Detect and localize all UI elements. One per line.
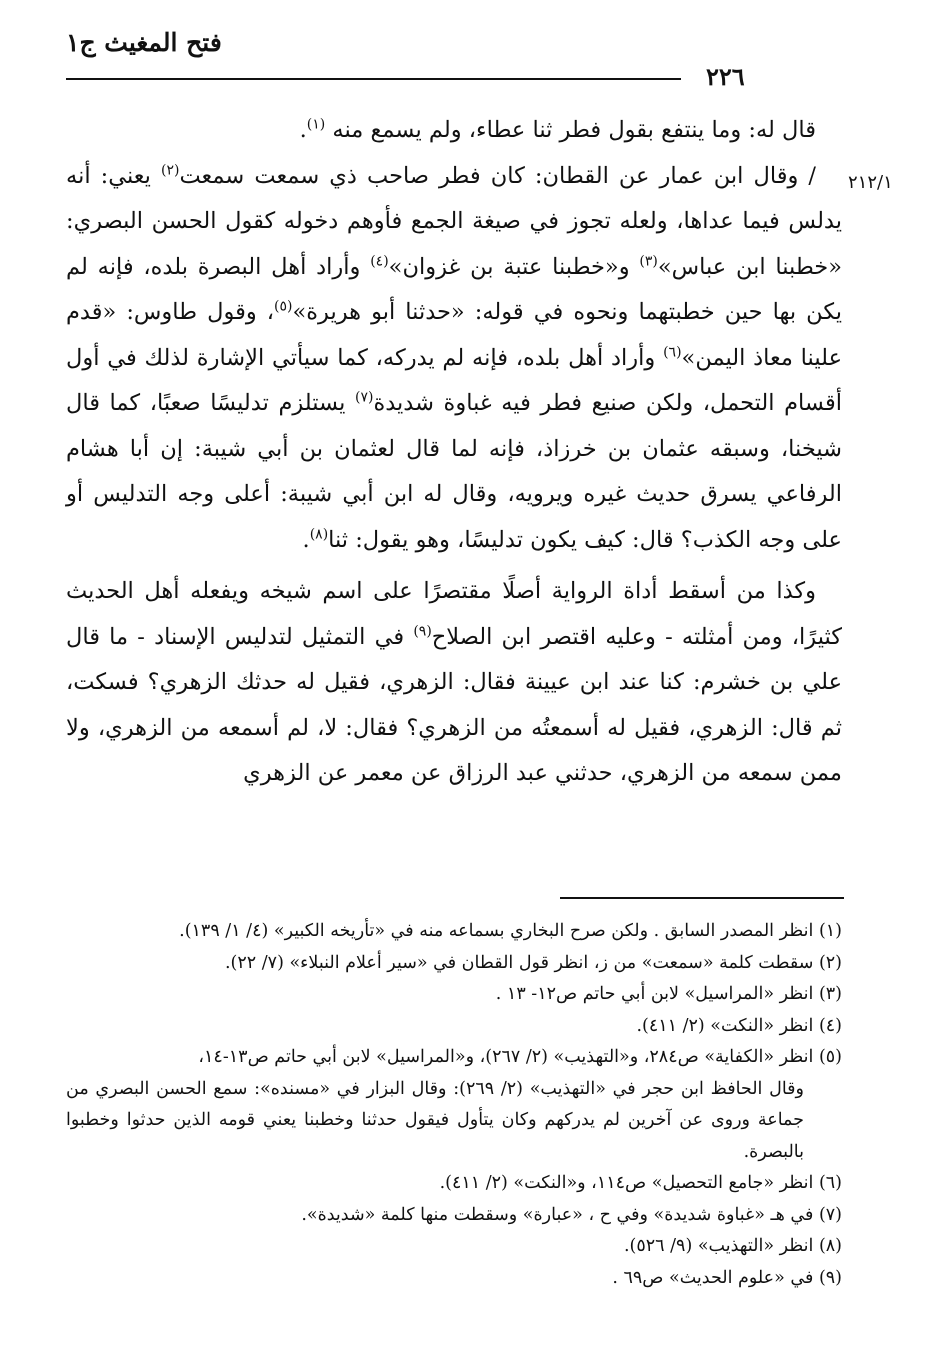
footnote-ref: (١) <box>306 116 326 133</box>
page-number: ٢٢٦ <box>706 62 745 91</box>
text-run: يستلزم تدليسًا صعبًا، كما قال شيخنا، وسبقه عثمان بن خرزاذ، فإنه لما قال لعثمان بن أبي شيبة: إن أبا هشام الرفاعي يسرق حديث غيره ويرويه، وقال له ابن أبي شيبة: أعلى وجه التدليس أو على وجه الكذب؟ قال: كيف يكون تدليسًا، وهو يقول: ثنا <box>66 390 842 553</box>
footnote-number: (٤) <box>818 1015 842 1036</box>
footnote <box>66 1168 842 1200</box>
text-run: . <box>299 117 307 143</box>
footnote-ref: (٦) <box>663 344 682 360</box>
footnote-text: انظر «جامع التحصيل» ص١١٤، و«النكت» (٢/ ٤١١). <box>439 1173 814 1193</box>
footnote-ref: (٢) <box>161 162 180 178</box>
footnotes-separator <box>560 897 844 899</box>
text-run: وأراد أهل بلده، فإنه لم يدركه، كما سيأتي الإشارة لذلك في أول أقسام التحمل، ولكن صنيع فطر فيه غباوة شديدة <box>66 344 842 416</box>
text-run: . <box>302 526 310 553</box>
text-run: في التمثيل لتدليس الإسناد - ما قال علي بن خشرم: كنا عند ابن عيينة فقال: الزهري، فقيل له حدثك الزهري؟ فسكت، ثم قال: الزهري، فقيل له أسمعتُه من الزهري؟ فقال: لا، لم أسمعه من الزهري، ولا ممن سمعه من الزهري، حدثني عبد الرزاق عن معمر عن الزهري <box>66 623 842 786</box>
footnote-text: سقطت كلمة «سمعت» من ز، انظر قول القطان في «سير أعلام النبلاء» (٧/ ٢٢). <box>224 952 814 973</box>
running-title: فتح المغيث ج١ <box>66 28 222 57</box>
footnote-text: انظر «التهذيب» (٩/ ٥٢٦). <box>623 1236 814 1256</box>
footnote-number: (٣) <box>818 984 842 1004</box>
footnote-continuation: وقال الحافظ ابن حجر في «التهذيب» (٢/ ٢٦٩): وقال البزار في «مسنده»: سمع الحسن البصري من جماعة وروى عن آخرين لم يدركهم وكان يتأول فيقول حدثنا وخطبنا يعني قومه الذين حدثوا وخطبوا بالبصرة. <box>66 1078 804 1162</box>
text-run: ، وقول طاوس: «قدم علينا معاذ اليمن» <box>66 299 842 371</box>
footnote-ref: (٩) <box>413 623 432 639</box>
footnote-text: انظر المصدر السابق . ولكن صرح البخاري بسماعه منه في «تأريخه الكبير» (٤/ ١/ ١٣٩). <box>179 921 814 941</box>
header-rule <box>66 78 681 80</box>
footnote-number: (٦) <box>818 1173 842 1193</box>
footnote-ref: (٤) <box>370 253 389 269</box>
footnote-number: (٢) <box>818 952 842 973</box>
footnote <box>66 979 842 1011</box>
footnote <box>66 1263 842 1295</box>
page-header <box>66 28 846 98</box>
text-run: يعني: أنه يدلس فيما عداها، ولعله تجوز في صيغة الجمع فأوهم دخوله كقول الحسن البصري: «خطبنا ابن عباس» <box>66 162 842 280</box>
footnote <box>66 916 842 948</box>
paragraph-1 <box>66 108 842 154</box>
paragraph-2 <box>66 154 842 564</box>
margin-reference: ٢١٢/١ <box>848 172 893 193</box>
text-run: وأراد أهل البصرة بلده، فإنه لم يكن بها حين خطبتهما ونحوه في قوله: «حدثنا أبو هريرة» <box>66 253 843 325</box>
text-run: و«خطبنا عتبة بن غزوان» <box>388 253 640 280</box>
footnote <box>66 1200 842 1232</box>
text-run: وكذا من أسقط أداة الرواية أصلًا مقتصرًا على اسم شيخه ويفعله أهل الحديث كثيرًا، ومن أمثلته - وعليه اقتصر ابن الصلاح <box>66 578 842 650</box>
footnote <box>66 1231 842 1263</box>
footnotes <box>66 916 842 1294</box>
footnote-text: في «علوم الحديث» ص٦٩ . <box>612 1267 814 1288</box>
main-text <box>66 108 842 797</box>
footnote <box>66 1011 842 1043</box>
text-run: قال له: وما ينتفع بقول فطر ثنا عطاء، ولم يسمع منه <box>332 117 816 143</box>
footnote-text: انظر «المراسيل» لابن أبي حاتم ص١٢- ١٣ . <box>495 984 814 1004</box>
footnote-text: انظر «النكت» (٢/ ٤١١). <box>636 1015 814 1036</box>
footnote-ref: (٥) <box>274 298 293 315</box>
text-run: / وقال ابن عمار عن القطان: كان فطر صاحب ذي سمعت سمعت <box>179 162 817 189</box>
footnote-text: في هـ «غباوة شديدة» وفي ح ، «عبارة» وسقطت منها كلمة «شديدة». <box>301 1204 814 1225</box>
footnote-ref: (٧) <box>354 389 374 406</box>
footnote-number: (٧) <box>818 1204 842 1225</box>
footnote-text: انظر «الكفاية» ص٢٨٤، و«التهذيب» (٢/ ٢٦٧)، و«المراسيل» لابن أبي حاتم ص١٣-١٤، <box>198 1047 814 1067</box>
footnote-number: (١) <box>818 921 842 941</box>
footnote-ref: (٣) <box>639 253 658 269</box>
footnote-number: (٩) <box>818 1267 842 1288</box>
footnote-number: (٨) <box>818 1236 842 1256</box>
paragraph-3 <box>66 569 842 797</box>
footnote-ref: (٨) <box>309 526 329 542</box>
footnote-number: (٥) <box>818 1047 842 1067</box>
footnote <box>66 948 842 980</box>
footnote <box>66 1042 842 1168</box>
